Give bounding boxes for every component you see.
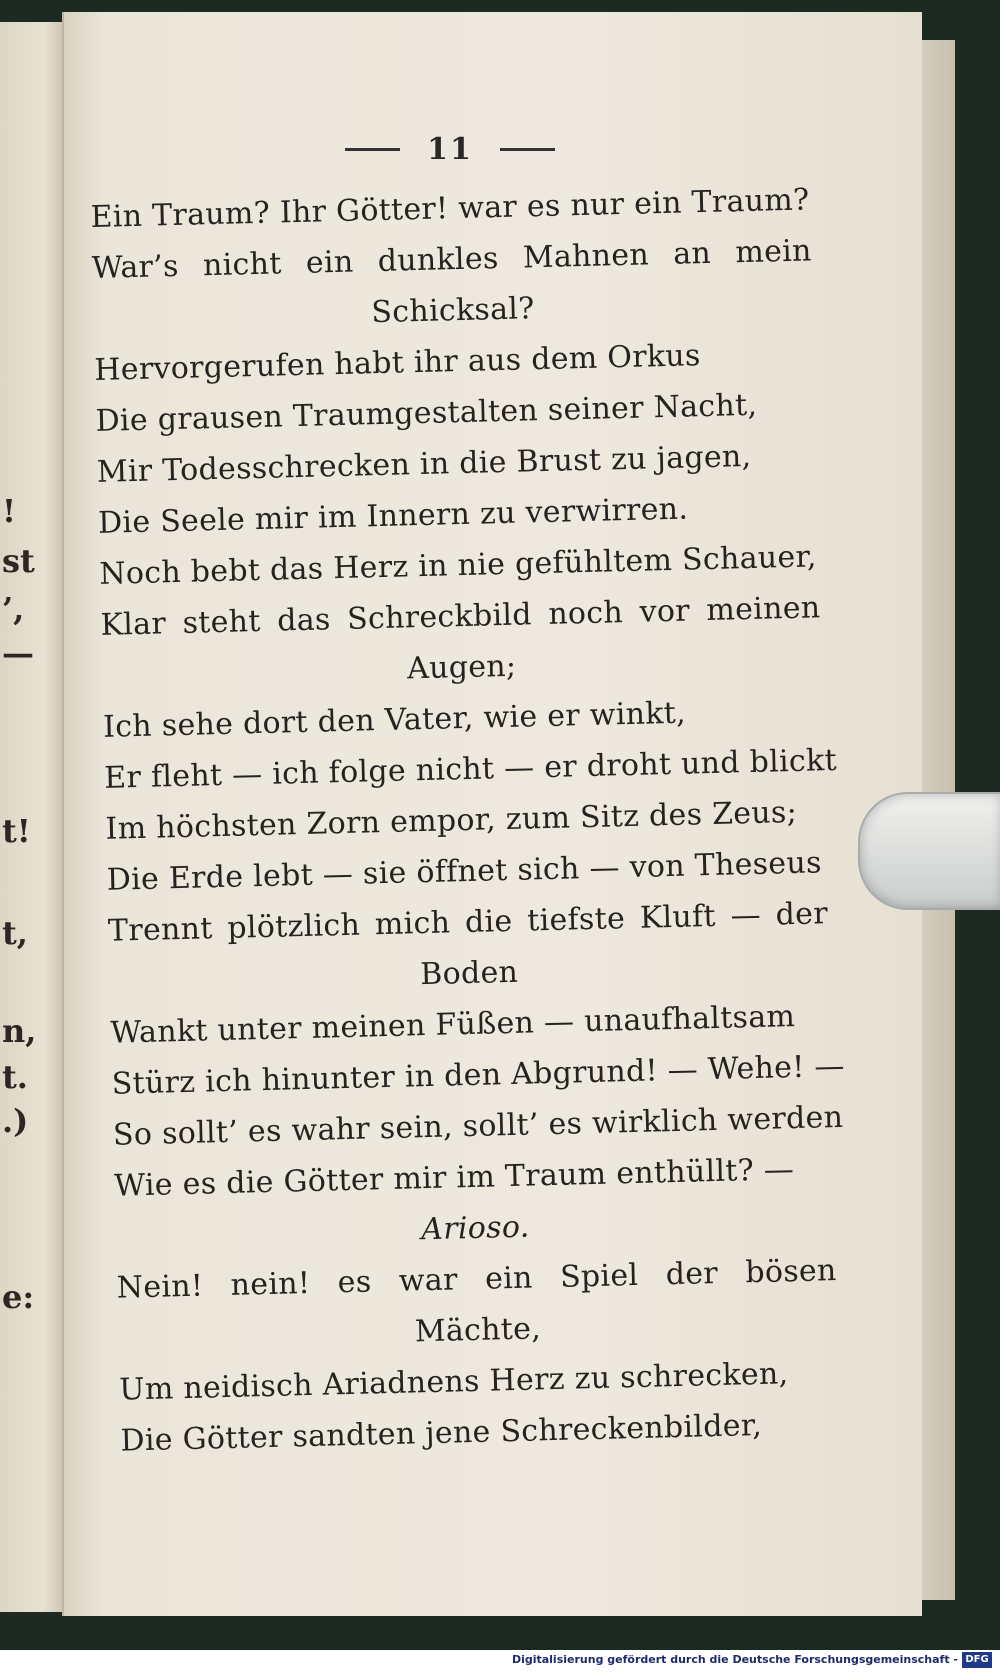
- text-line: Trennt plötzlich mich die tiefste Kluft — der: [107, 896, 829, 949]
- dfg-logo: DFG: [962, 1652, 992, 1668]
- text-line: Die Erde lebt — sie öffnet sich — von Theseus: [106, 845, 823, 898]
- left-fragment: e:: [2, 1278, 35, 1316]
- text-line: Mir Todesschrecken in die Brust zu jagen,: [96, 438, 752, 490]
- text-line: Mächte,: [414, 1311, 542, 1350]
- footer-credit: Digitalisierung gefördert durch die Deutsche Forschungsgemeinschaft -: [511, 1653, 958, 1666]
- text-line: So sollt’ es wahr sein, sollt’ es wirklich werden: [112, 1099, 844, 1153]
- text-line: Schicksal?: [370, 291, 536, 331]
- text-line: Noch bebt das Herz in nie gefühltem Schauer,: [98, 539, 818, 592]
- header-dash-right: [500, 148, 555, 151]
- poem-text: [90, 174, 861, 1467]
- text-line: Die Seele mir im Innern zu verwirren.: [97, 491, 689, 541]
- text-line: Wie es die Götter mir im Traum enthüllt? —: [113, 1152, 795, 1204]
- left-fragment: —: [2, 634, 34, 672]
- text-line: Er fleht — ich folge nicht — er droht und blickt: [103, 742, 838, 796]
- text-line: Ein Traum? Ihr Götter! war es nur ein Traum?: [90, 182, 810, 235]
- left-fragment: .): [2, 1102, 29, 1140]
- text-line: Ich sehe dort den Vater, wie er winkt,: [102, 695, 687, 745]
- page-number: 11: [427, 132, 473, 167]
- left-fragment: t,: [2, 914, 28, 952]
- left-fragment: t.: [2, 1058, 28, 1096]
- page-header: [340, 132, 560, 172]
- text-line: Im höchsten Zorn empor, zum Sitz des Zeus;: [105, 794, 798, 847]
- page-clip: [858, 792, 1000, 910]
- left-fragment: t!: [2, 812, 31, 850]
- text-line: Augen;: [406, 648, 517, 687]
- left-fragment: !: [2, 492, 17, 530]
- header-dash-left: [345, 148, 400, 151]
- text-line: War’s nicht ein dunkles Mahnen an mein: [91, 233, 813, 286]
- text-line: Stürz ich hinunter in den Abgrund! — Wehe! —: [111, 1048, 846, 1102]
- left-fragment: ’,: [2, 590, 25, 628]
- footer-bar: [0, 1650, 1000, 1672]
- left-page-edge: [0, 22, 62, 1612]
- text-line: Hervorgerufen habt ihr aus dem Orkus: [93, 338, 702, 388]
- left-fragment: n,: [2, 1012, 37, 1050]
- text-line: Nein! nein! es war ein Spiel der bösen: [116, 1253, 838, 1306]
- text-line: Die grausen Traumgestalten seiner Nacht,: [95, 387, 758, 439]
- text-line: Klar steht das Schreckbild noch vor meinen: [100, 590, 821, 643]
- text-line: Arioso.: [420, 1209, 530, 1248]
- text-line: Die Götter sandten jene Schreckenbilder,: [120, 1407, 763, 1459]
- text-line: Wankt unter meinen Füßen — unaufhaltsam: [110, 999, 796, 1051]
- left-fragment: st: [2, 542, 35, 580]
- text-line: Boden: [419, 954, 519, 993]
- text-line: Um neidisch Ariadnens Herz zu schrecken,: [118, 1356, 789, 1408]
